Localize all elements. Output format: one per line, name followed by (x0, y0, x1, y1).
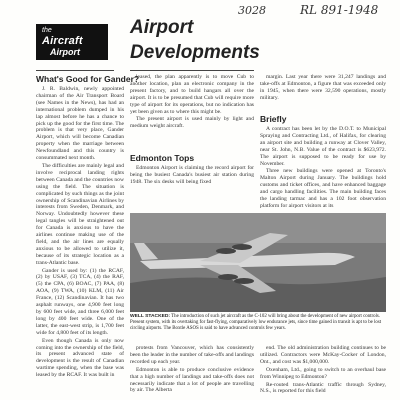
paragraph: The present airport is used mainly by light and medium weight aircraft. (130, 116, 254, 130)
paragraph: Edmonton Airport is claiming the record airport for being the busiest Canada's busiest air station during 1948. The six desks will being fixed (130, 165, 254, 185)
paragraph: end. The old administration building continues to be utilized. Contractors were McKay-Cocker of London, Ont., and cost was $1,000,000. (260, 345, 386, 365)
column-2-top (130, 74, 254, 150)
aircraft-illustration (130, 213, 386, 312)
paragraph: protests from Vancouver, which has consistently been the leader in the number of take-offs and landings recorded up each year. (130, 345, 254, 365)
logo-line3: Airport (50, 47, 80, 57)
column-1 (36, 86, 124, 400)
paragraph: Three new buildings were opened at Toronto's Malton Airport during January. The buildings hold customs and ticket offices, and have enhanced baggage and cargo handling facilities. The main building faces the landing tarmac and has a 102 foot observation platform for airport visitors at its (260, 168, 386, 209)
section-heading-briefly: Briefly (260, 114, 287, 124)
column-3-top (260, 74, 386, 112)
paragraph: Edmonton is able to produce conclusive evidence that a high number of landings and take-offs does not necessarily indicate that a lot of people are travelling by air. The Alberta (130, 366, 254, 394)
paragraph: The difficulties are mainly legal and involve reciprocal landing rights between Canada and the countries now using the field. The situation is complicated by such things as the joint ownership of Scandinavian Airlines by interests from Sweden, Denmark, and Norway. Undoubtedly however these legal tangles will be straightened out for Canada is anxious to have the airlines continue making use of the field, and the air lines are equally anxious to be allowed to utilize it, because of its strategic location as a trans-Atlantic base. (36, 162, 124, 266)
paragraph: Oxenham, Ltd., going to switch to an overhaul base from Winnipeg to Edmonton? (260, 366, 386, 380)
rule-middle (130, 70, 254, 71)
photo-caption (130, 314, 390, 332)
section-heading-gander: What's Good for Gander? (36, 74, 140, 84)
logo-line1: the (42, 27, 52, 34)
paragraph: Gander is used by: (1) the RCAF, (2) by USAF, (3) TCA, (4) the RAF, (5) the CPA, (6) BOAC, (7) PAA, (8) AOA, (9) TWA, (10) KLM, (11) Air France, (12) Scandinavian. It has two asphalt runways, one 4,900 feet long by 600 feet wide, and three 6,000 feet long by 400 feet wide. One of the latter, the east-west strip, is 1,700 feet wide for 4,800 feet of its length. (36, 267, 124, 336)
column-2-bottom (130, 345, 254, 400)
rule-left (36, 70, 114, 71)
caption-text: The introduction of such jet aircraft as the C-102 will bring about the development of new airport controls. Present system, with its overtaking for fast-flying, comparatively low endurance jets, since time gained in transit is apt to be lost circling airports. The Boxtle ASOS is said to have advanced controls few years. (130, 314, 382, 332)
logo-line2: Aircraft (42, 35, 83, 47)
handwritten-number: 3028 (238, 4, 266, 17)
paragraph: Even though Canada is only now coming into the ownership of the field, its present advanced state of development is the result of Canadian wartime spending, when the base was leased by the RCAF. It was built in (36, 337, 124, 379)
column-3-briefly (260, 126, 386, 212)
paragraph: A contract has been let by the D.O.T. to Municipal Spraying and Contracting Ltd., of Halifax, for clearing an airport site and building a runway at Clover Valley, near St. John, N.B. Value of the contract is $623,972. The airport is supposed to be ready for use by November. (260, 126, 386, 167)
paragraph: Re-routed trans-Atlantic traffic through Sydney, N.S., is reported for this field (260, 381, 386, 395)
magazine-logo (36, 24, 108, 60)
caption-lead: WELL STACKED: (130, 314, 171, 319)
paragraph: leased, the plan apparently is to move Cub to another location, plan an electronic company in the present factory, and to build hangars all over the airport. It is to be presumed that Cub will require more type of airport for its operations, but no indication has yet been given as to where this might be. (130, 74, 254, 115)
column-2-edmonton (130, 165, 254, 211)
column-3-bottom (260, 345, 386, 400)
paragraph: J. R. Baldwin, newly appointed chairman of the Air Transport Board (see Names in the News), has had an international problem dumped in his lap almost before he has a chance to pick up the good for the first time. The problem is that very place, Gander Airport, which will become Canadian property when the marriage between Newfoundland and this country is consummated next month. (36, 86, 124, 162)
page-title-line1: Airport (130, 17, 194, 38)
handwritten-reference: RL 891-1948 (300, 3, 379, 17)
paragraph: margin. Last year there were 31,247 landings and take-offs at Edmonton, a figure that was exceeded only in 1945, when there were 32,590 operations, mostly military. (260, 74, 386, 101)
page-title-line2: Developments (130, 42, 260, 63)
section-heading-edmonton: Edmonton Tops (130, 153, 195, 163)
aircraft-photo (130, 213, 386, 312)
